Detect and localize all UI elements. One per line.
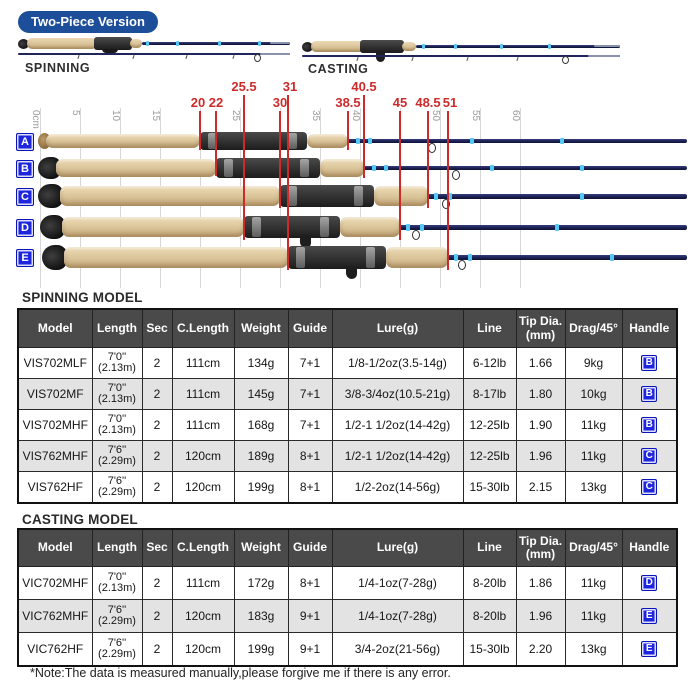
rod-d-badge: D [16,219,34,237]
guide-icon [232,55,234,59]
cell-sec: 2 [142,348,172,379]
reel-seat [280,185,374,207]
trigger-grip [346,266,357,279]
guide-ring-icon [458,260,466,270]
measure-line [279,111,281,208]
blank-wrap [468,254,472,261]
cell-model: VIS702MLF [18,348,92,379]
measure-label: 51 [442,95,458,110]
cell-weight: 145g [234,379,288,410]
cell-handle [622,472,677,504]
cell-line: 8-17lb [463,379,516,410]
spinning-table [17,308,678,504]
cell-weight: 199g [234,472,288,504]
disclaimer-note: *Note:The data is measured manually,please forgive me if there is any error. [30,666,451,680]
blank-wrap [384,165,388,171]
blank-wrap [218,41,221,46]
rod-tip-section [18,53,290,55]
blank-wrap [258,41,261,46]
rear-grip [56,159,216,177]
cell-weight: 168g [234,410,288,441]
cell-line: 6-12lb [463,348,516,379]
guide-icon [185,55,187,59]
blank-wrap [580,193,584,200]
cell-line: 12-25lb [463,410,516,441]
rod-b [0,157,693,179]
cell-length: 7'6'' (2.29m) [92,441,142,472]
cell-line: 15-30lb [463,472,516,504]
header-lure: Lure(g) [332,309,463,348]
measure-label: 30 [272,95,288,110]
cell-guide: 9+1 [288,633,332,667]
cell-tipdia: 1.96 [516,600,565,633]
cell-model: VIS702MF [18,379,92,410]
measure-line [287,95,289,270]
cell-model: VIS702MHF [18,410,92,441]
header-guide: Guide [288,529,332,567]
measure-label: 22 [208,95,224,110]
reel-seat [244,216,340,238]
cell-lure: 1/4-1oz(7-28g) [332,567,463,600]
header-length: Length [92,529,142,567]
cell-length: 7'0'' (2.13m) [92,348,142,379]
measure-label: 40.5 [351,79,377,94]
rod-c [0,184,693,208]
cell-tipdia: 2.15 [516,472,565,504]
cell-sec: 2 [142,633,172,667]
cell-clength: 111cm [172,410,234,441]
cell-clength: 111cm [172,567,234,600]
cell-handle [622,379,677,410]
measure-line [399,111,401,240]
cell-guide: 7+1 [288,348,332,379]
rear-grip [46,134,200,148]
rod-e-badge: E [16,249,34,267]
guide-icon [466,57,468,61]
table-row [18,441,677,472]
measure-line [447,111,449,270]
header-guide: Guide [288,309,332,348]
cell-clength: 120cm [172,633,234,667]
guide-ring-icon [452,170,460,180]
rod-a-badge: A [16,133,34,151]
header-model: Model [18,529,92,567]
tip-end [588,55,620,57]
measure-label: 20 [190,95,206,110]
cell-drag: 13kg [565,633,622,667]
blank [428,194,687,199]
foregrip [307,134,348,148]
rear-grip [60,186,280,206]
blank-wrap [555,224,559,231]
guide-icon [356,57,358,61]
cell-model: VIC702MHF [18,567,92,600]
header-line: Line [463,529,516,567]
header-handle: Handle [622,309,677,348]
casting-table-title: CASTING MODEL [22,512,138,527]
handle-badge: B [641,355,657,371]
cell-handle [622,567,677,600]
cell-drag: 11kg [565,600,622,633]
reel-seat [216,158,320,178]
measure-label: 31 [282,79,298,94]
cell-sec: 2 [142,567,172,600]
guide-ring-icon [428,143,436,153]
table-row [18,410,677,441]
ruler-label: 35 [310,110,321,122]
blank-wrap [372,165,376,171]
header-weight: Weight [234,309,288,348]
cell-handle [622,600,677,633]
cell-clength: 120cm [172,441,234,472]
cell-sec: 2 [142,600,172,633]
cell-handle [622,633,677,667]
header-sec: Sec [142,309,172,348]
cell-length: 7'0'' (2.13m) [92,567,142,600]
blank-wrap [548,44,551,49]
cell-drag: 11kg [565,567,622,600]
cell-handle [622,441,677,472]
rear-grip [64,247,288,268]
cell-model: VIS762HF [18,472,92,504]
guide-icon [411,57,413,61]
blank-wrap [454,254,458,261]
ruler-label: 50 [430,110,441,122]
header-weight: Weight [234,529,288,567]
rod-c-badge: C [16,188,34,206]
blank-wrap [500,44,503,49]
cell-length: 7'0'' (2.13m) [92,379,142,410]
cell-length: 7'6'' (2.29m) [92,472,142,504]
rear-grip [62,217,244,237]
handle-badge: B [641,417,657,433]
measure-label: 45 [392,95,408,110]
cell-lure: 1/4-1oz(7-28g) [332,600,463,633]
spinning-table-title: SPINNING MODEL [22,290,143,305]
foregrip [386,247,448,268]
ruler-label: 15 [150,110,161,122]
cell-weight: 199g [234,633,288,667]
cell-drag: 11kg [565,441,622,472]
blank-wrap [470,138,474,144]
blank [364,166,687,170]
blank-wrap [490,165,494,171]
blank-wrap [356,138,360,144]
cell-drag: 13kg [565,472,622,504]
measure-line [427,111,429,208]
spinning-rod-illustration [18,36,290,80]
ruler-label: 40 [350,110,361,122]
cell-lure: 1/2-1 1/2oz(14-42g) [332,410,463,441]
spinning-label: SPINNING [25,61,91,75]
header-clength: C.Length [172,309,234,348]
cell-clength: 120cm [172,472,234,504]
table-header-row [18,529,677,567]
cell-lure: 3/8-3/4oz(10.5-21g) [332,379,463,410]
rod-cork-grip [27,38,97,49]
cell-line: 12-25lb [463,441,516,472]
cell-tipdia: 1.90 [516,410,565,441]
blank-wrap [406,224,410,231]
blank-wrap [560,138,564,144]
cell-lure: 1/2-2oz(14-56g) [332,472,463,504]
foregrip [374,186,428,206]
handle-badge: C [641,479,657,495]
measure-line [347,111,349,150]
header-drag: Drag/45° [565,529,622,567]
cell-model: VIS762MHF [18,441,92,472]
cell-drag: 10kg [565,379,622,410]
cell-length: 7'0'' (2.13m) [92,410,142,441]
ruler-label: 10 [110,110,121,122]
cell-sec: 2 [142,441,172,472]
cell-tipdia: 1.80 [516,379,565,410]
blank-wrap [434,193,438,200]
rod-d [0,215,693,239]
cell-length: 7'6'' (2.29m) [92,600,142,633]
guide-icon [132,55,134,59]
table-header-row [18,309,677,348]
ruler-label: 0cm [30,110,41,129]
cell-guide: 7+1 [288,410,332,441]
blank [448,255,687,260]
cell-lure: 1/8-1/2oz(3.5-14g) [332,348,463,379]
guide-ring-icon [254,54,261,62]
guide-icon [516,57,518,61]
table-row [18,472,677,504]
rod-blank [142,42,290,45]
handle-badge: D [641,575,657,591]
cell-drag: 11kg [565,410,622,441]
measure-line [199,111,201,150]
blank-wrap [176,41,179,46]
cell-clength: 120cm [172,600,234,633]
cell-clength: 111cm [172,379,234,410]
cell-lure: 1/2-1 1/2oz(14-42g) [332,441,463,472]
handle-badge: B [641,386,657,402]
measure-line [363,95,365,178]
cell-clength: 111cm [172,348,234,379]
rod-blank [416,45,620,48]
handle-badge: E [641,641,657,657]
cell-guide: 8+1 [288,567,332,600]
cell-sec: 2 [142,379,172,410]
header-lure: Lure(g) [332,529,463,567]
table-row [18,348,677,379]
cell-tipdia: 1.66 [516,348,565,379]
blank-wrap [146,41,149,46]
blank-wrap [454,44,457,49]
header-clength: C.Length [172,529,234,567]
rod-foregrip [402,42,416,51]
casting-table [17,528,678,667]
header-sec: Sec [142,529,172,567]
measure-line [215,111,217,176]
measure-line [243,95,245,240]
cell-tipdia: 2.20 [516,633,565,667]
rod-foregrip [130,39,142,48]
cell-tipdia: 1.86 [516,567,565,600]
cell-guide: 8+1 [288,472,332,504]
header-model: Model [18,309,92,348]
cell-line: 8-20lb [463,567,516,600]
table-row [18,379,677,410]
casting-label: CASTING [308,62,369,76]
reel-seat [288,246,386,269]
cell-line: 8-20lb [463,600,516,633]
handle-badge: C [641,448,657,464]
rod-b-badge: B [16,160,34,178]
cell-lure: 3/4-2oz(21-56g) [332,633,463,667]
header-handle: Handle [622,529,677,567]
cell-guide: 8+1 [288,441,332,472]
trigger-grip [376,52,385,62]
table-row [18,567,677,600]
header-length: Length [92,309,142,348]
rod-tip-section [302,55,620,57]
cell-sec: 2 [142,472,172,504]
measure-label: 48.5 [415,95,441,110]
foregrip [320,159,364,177]
guide-ring-icon [412,230,420,240]
cell-handle [622,410,677,441]
ruler-label: 25 [230,110,241,122]
cell-tipdia: 1.96 [516,441,565,472]
table-row [18,633,677,667]
table-row [18,600,677,633]
cell-model: VIC762MHF [18,600,92,633]
tip-end [260,53,290,55]
blank-tip [270,42,290,44]
cell-weight: 183g [234,600,288,633]
blank [400,225,687,230]
blank-wrap [368,138,372,144]
foregrip [340,217,400,237]
cell-handle [622,348,677,379]
cell-weight: 134g [234,348,288,379]
cell-weight: 172g [234,567,288,600]
cell-guide: 9+1 [288,600,332,633]
blank-wrap [610,254,614,261]
handle-badge: E [641,608,657,624]
measure-label: 38.5 [335,95,361,110]
cell-line: 15-30lb [463,633,516,667]
ruler-label: 60 [510,110,521,122]
casting-rod-illustration [302,40,622,80]
blank-wrap [580,165,584,171]
rod-e [0,245,693,270]
cell-length: 7'6'' (2.29m) [92,633,142,667]
header-line: Line [463,309,516,348]
ruler-label: 55 [470,110,481,122]
cell-weight: 189g [234,441,288,472]
header-drag: Drag/45° [565,309,622,348]
guide-icon [77,55,79,59]
guide-ring-icon [562,56,569,64]
blank-tip [594,45,620,47]
cell-drag: 9kg [565,348,622,379]
header-tipdia: Tip Dia. (mm) [516,529,565,567]
blank-wrap [422,44,425,49]
cell-model: VIC762HF [18,633,92,667]
two-piece-version-badge: Two-Piece Version [18,11,158,33]
cell-sec: 2 [142,410,172,441]
cell-guide: 7+1 [288,379,332,410]
ruler-label: 5 [70,110,81,116]
measure-label: 25.5 [231,79,257,94]
blank-wrap [420,224,424,231]
header-tipdia: Tip Dia. (mm) [516,309,565,348]
